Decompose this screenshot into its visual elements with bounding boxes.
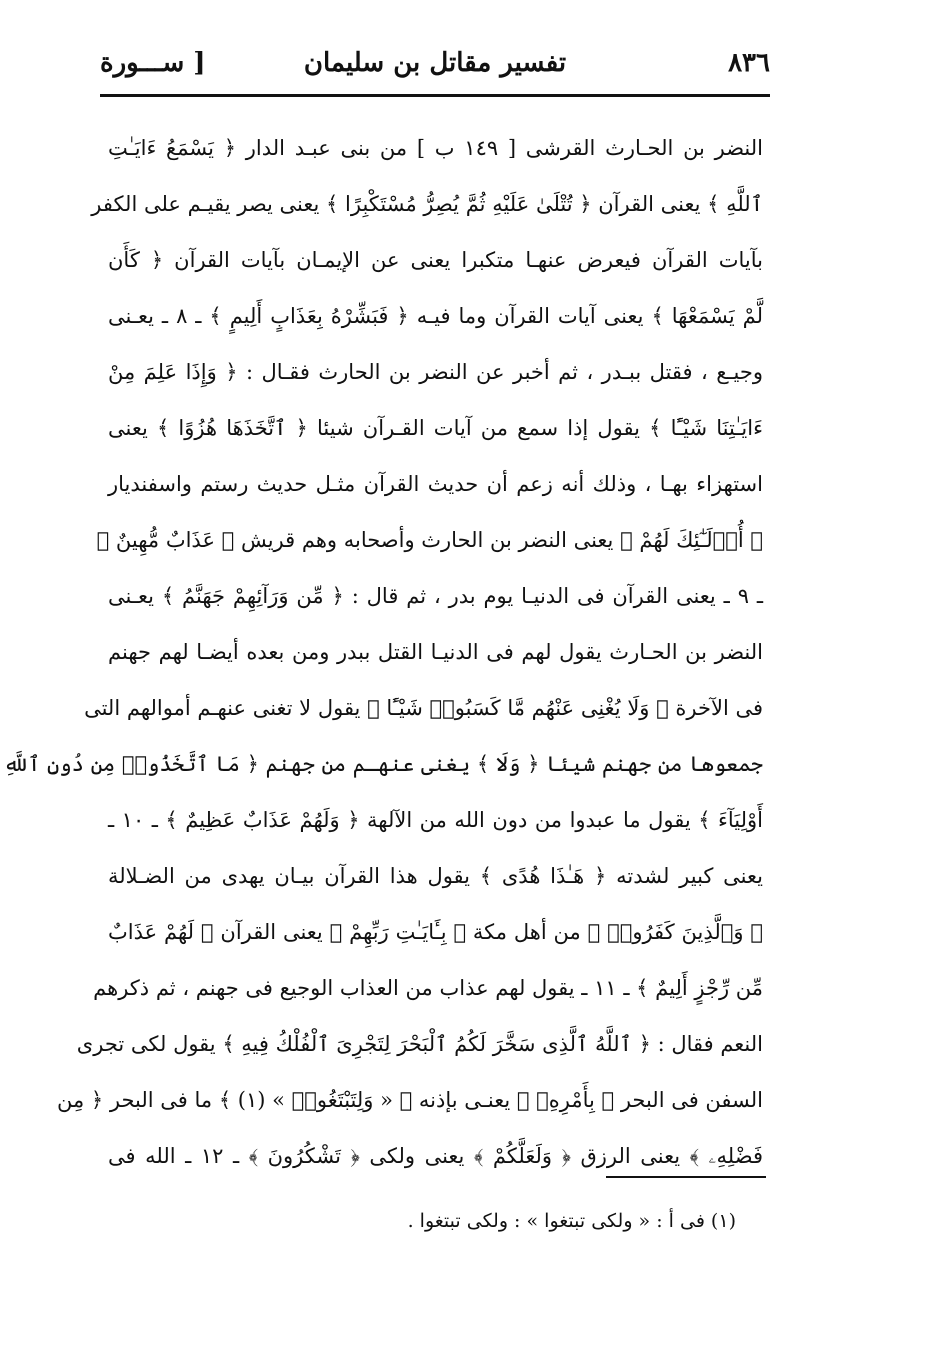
text-line: جمعوها من جهنم شيئا ﴿ وَلَا ﴾ يغنى عنهـم من جهنم ﴿ مَا ٱتَّخَذُوا۟ مِن دُونِ ٱللَّهِ (3, 752, 763, 776)
main-text (3, 120, 764, 1184)
footnote-rule (606, 1176, 766, 1178)
text-line: فَضْلِهِۦ ﴾ يعنى الرزق ﴿ وَلَعَلَّكُمْ ﴾ يعنى ولكى ﴿ تَشْكُرُونَ ﴾ ـ ١٢ ـ الله فى (108, 1144, 763, 1168)
text-line: ـ ٩ ـ يعنى القرآن فى الدنيـا يوم بدر ، ثم قال : ﴿ مِّن وَرَآئِهِمْ جَهَنَّمُ ﴾ يعـنى (108, 584, 764, 608)
text-line: النضر بن الحـارث القرشى [ ١٤٩ ب ] من بنى عبـد الدار ﴿ يَسْمَعُ ءَايَـٰتِ (108, 136, 763, 160)
text-line: يعنى كبير لشدته ﴿ هَـٰذَا هُدًى ﴾ يقول هذا القرآن بيـان يهدى من الضـلالة (108, 864, 763, 888)
page-header (100, 40, 770, 96)
text-line: النضر بن الحـارث يقول لهم فى الدنيـا القتل ببدر ومن بعده أيضـا لهم جهنم (108, 640, 763, 664)
text-line: ﴿ وَٱلَّذِينَ كَفَرُوا۟ ﴾ من أهل مكة ﴿ بِـَٔايَـٰتِ رَبِّهِمْ ﴾ يعنى القرآن ﴿ لَهُمْ عَذَابٌ (108, 920, 763, 944)
running-title: تفسير مقاتل بن سليمان (303, 48, 567, 78)
text-line: بآيات القرآن فيعرض عنهـا متكبرا يعنى عن الإيمـان بآيات القرآن ﴿ كَأَن (108, 248, 763, 272)
text-line: ءَايَـٰتِنَا شَيْـًٔا ﴾ يقول إذا سمع من آيات القـرآن شيئا ﴿ ٱتَّخَذَهَا هُزُوًا ﴾ يعنى (108, 416, 763, 440)
text-line: السفن فى البحر ﴿ بِأَمْرِهِۦ ﴾ يعنـى بإذنه ﴿ « وَلِتَبْتَغُوا۟ » (١) ﴾ ما فى البحر ﴿ مِن (57, 1088, 763, 1112)
surah-label: [ ســـورة (100, 48, 206, 78)
text-line: لَّمْ يَسْمَعْهَا ﴾ يعنى آيات القرآن وما فيـه ﴿ فَبَشِّرْهُ بِعَذَابٍ أَلِيمٍ ﴾ ـ ٨ ـ يعـنى (108, 304, 763, 328)
text-line: فى الآخرة ﴿ وَلَا يُغْنِى عَنْهُم مَّا كَسَبُوا۟ شَيْـًٔا ﴾ يقول لا تغنى عنهـم أموالهم التى (84, 696, 763, 720)
text-line: وجيـع ، فقتل ببـدر ، ثم أخبر عن النضر بن الحارث فقـال : ﴿ وَإِذَا عَلِمَ مِنْ (108, 360, 763, 384)
footnote: (١) فى أ : « ولكى تبتغوا » : ولكى تبتغوا . (407, 1210, 736, 1232)
header-rule (100, 94, 770, 97)
text-line: ﴿ أُو۟لَـٰٓئِكَ لَهُمْ ﴾ يعنى النضر بن الحارث وأصحابه وهم قريش ﴿ عَذَابٌ مُّهِينٌ ﴾ (96, 528, 763, 552)
text-line: ٱللَّهِ ﴾ يعنى القرآن ﴿ تُتْلَىٰ عَلَيْهِ ثُمَّ يُصِرُّ مُسْتَكْبِرًا ﴾ يعنى يصر يقيـم على الكفر (91, 192, 763, 216)
text-line: أَوْلِيَآءَ ﴾ يقول ما عبدوا من دون الله من الآلهة ﴿ وَلَهُمْ عَذَابٌ عَظِيمٌ ﴾ ـ ١٠ ـ (108, 808, 763, 832)
text-line: مِّن رِّجْزٍ أَلِيمٌ ﴾ ـ ١١ ـ يقول لهم عذاب من العذاب الوجيع فى جهنم ، ثم ذكرهم (93, 976, 763, 1000)
page-number: ٨٣٦ (728, 48, 770, 78)
text-line: النعم فقال : ﴿ ٱللَّهُ ٱلَّذِى سَخَّرَ لَكُمُ ٱلْبَحْرَ لِتَجْرِىَ ٱلْفُلْكُ فِيهِ ﴾ يقول لكى تجرى (76, 1032, 763, 1056)
text-line: استهزاء بهـا ، وذلك أنه زعم أن حديث القرآن مثـل حديث رستم واسفنديار (108, 472, 763, 496)
